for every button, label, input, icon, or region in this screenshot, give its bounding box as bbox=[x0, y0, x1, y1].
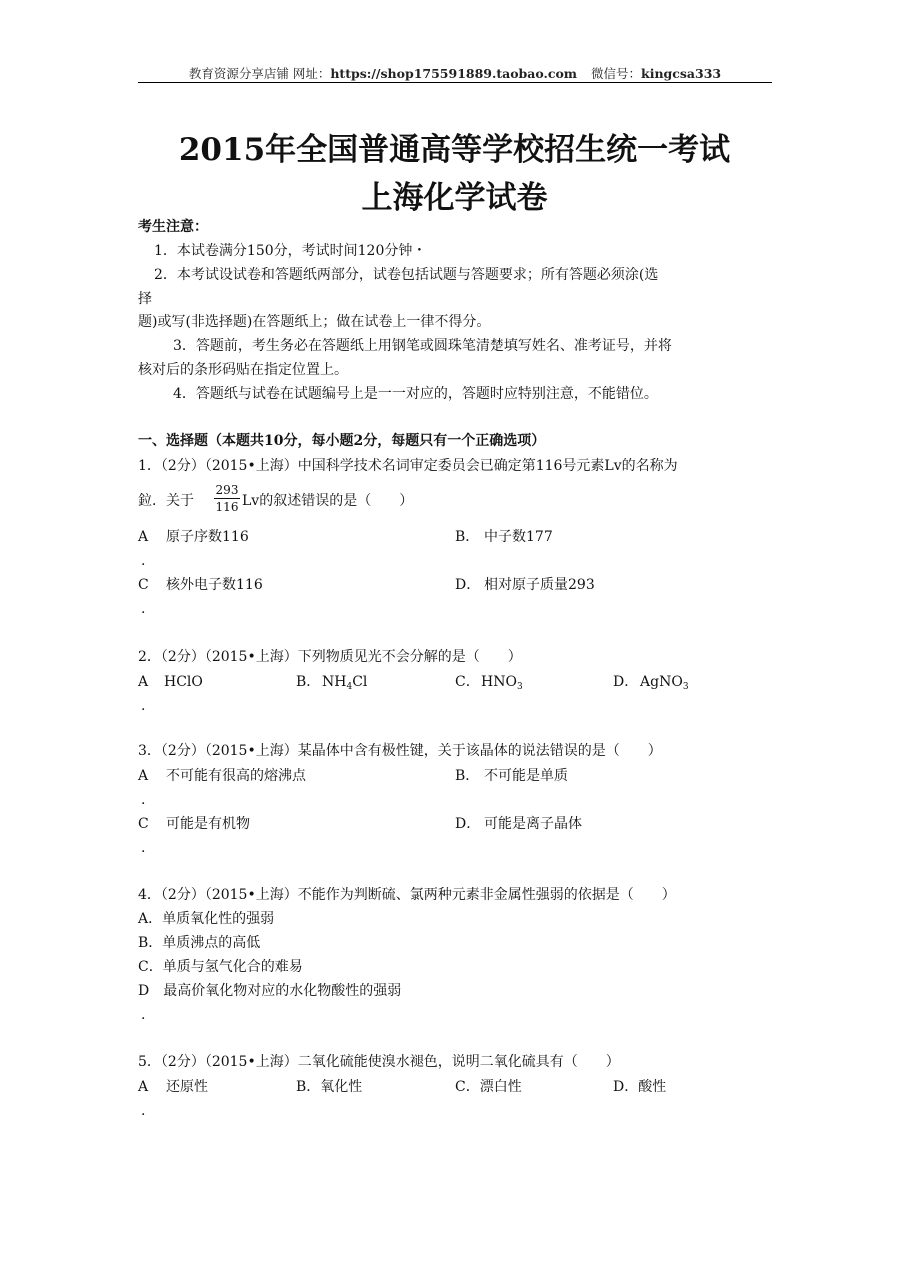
q2-option-c bbox=[481, 673, 523, 691]
q5-option-d: D．酸性 bbox=[613, 1079, 667, 1095]
q3-dot-2: . bbox=[141, 840, 146, 856]
q2-option-c-main: HNO bbox=[481, 674, 517, 690]
q3-option-d-label: D． bbox=[455, 816, 481, 832]
q3-option-b-label: B． bbox=[455, 768, 480, 784]
q1-stem-line-2b: Lv的叙述错误的是（ ） bbox=[242, 493, 414, 509]
q3-dot-1: . bbox=[141, 792, 146, 808]
q2-option-b-sub: 4 bbox=[346, 682, 353, 692]
q2-option-d-sub: 3 bbox=[682, 682, 689, 692]
header-shop: 教育资源分享店铺 网址： bbox=[188, 66, 331, 81]
q1-fraction-line bbox=[214, 498, 240, 499]
q5-dot: . bbox=[141, 1103, 146, 1119]
q1-option-b: 中子数177 bbox=[484, 529, 553, 545]
q2-option-a-label: A bbox=[138, 674, 149, 690]
header-wechat-id: kingcsa333 bbox=[641, 66, 722, 81]
q2-option-b-label: B． bbox=[296, 674, 321, 690]
q4-dot: . bbox=[141, 1007, 146, 1023]
q2-option-d bbox=[640, 673, 689, 691]
q3-option-c: 可能是有机物 bbox=[166, 816, 250, 832]
notice-item-4: 4．答题纸与试卷在试题编号上是一一对应的，答题时应特别注意，不能错位。 bbox=[173, 386, 658, 402]
section-heading: 一、选择题（本题共10分，每小题2分，每题只有一个正确选项） bbox=[138, 433, 546, 449]
notice-item-1: 1．本试卷满分150分，考试时间120分钟・ bbox=[154, 243, 427, 259]
q3-option-d: 可能是离子晶体 bbox=[484, 816, 582, 832]
q1-mass-number: 293 bbox=[215, 483, 239, 497]
q3-option-c-label: C bbox=[138, 816, 149, 832]
q2-stem: 2．（2分）（2015•上海）下列物质见光不会分解的是（ ） bbox=[138, 649, 522, 665]
q4-option-b: B．单质沸点的高低 bbox=[138, 935, 261, 951]
q5-stem: 5．（2分）（2015•上海）二氧化硫能使溴水褪色，说明二氧化硫具有（ ） bbox=[138, 1054, 620, 1070]
q3-stem: 3．（2分）（2015•上海）某晶体中含有极性键，关于该晶体的说法错误的是（ ） bbox=[138, 743, 662, 759]
q1-option-d-label: D． bbox=[455, 577, 481, 593]
q2-option-c-sub: 3 bbox=[516, 682, 523, 692]
q1-option-c-label: C bbox=[138, 577, 149, 593]
q1-option-d: 相对原子质量293 bbox=[484, 577, 595, 593]
q4-option-a: A．单质氧化性的强弱 bbox=[138, 911, 275, 927]
q1-dot-2: . bbox=[141, 601, 146, 617]
q3-option-b: 不可能是单质 bbox=[484, 768, 568, 784]
q1-option-c: 核外电子数116 bbox=[166, 577, 263, 593]
q2-option-b bbox=[322, 673, 367, 691]
q1-option-a: 原子序数116 bbox=[166, 529, 249, 545]
notice-heading: 考生注意： bbox=[138, 219, 208, 235]
q3-option-a: 不可能有很高的熔沸点 bbox=[166, 768, 306, 784]
header-url[interactable]: https://shop175591889.taobao.com bbox=[330, 66, 578, 81]
header-divider bbox=[138, 82, 772, 83]
notice-item-2c: 题)或写(非选择题)在答题纸上；做在试卷上一律不得分。 bbox=[138, 314, 491, 330]
q5-option-a-label: A bbox=[138, 1079, 149, 1095]
q4-stem: 4．（2分）（2015•上海）不能作为判断硫、氯两种元素非金属性强弱的依据是（ ） bbox=[138, 887, 676, 903]
q5-option-c: C．漂白性 bbox=[455, 1079, 522, 1095]
q3-option-a-label: A bbox=[138, 768, 149, 784]
notice-item-3b: 核对后的条形码贴在指定位置上。 bbox=[138, 362, 348, 378]
header-wechat-label: 微信号： bbox=[591, 66, 642, 81]
title-line-1: 2015年全国普通高等学校招生统一考试 bbox=[178, 132, 731, 168]
notice-item-3a: 3．答题前，考生务必在答题纸上用钢笔或圆珠笔清楚填写姓名、准考证号，并将 bbox=[173, 338, 672, 354]
q2-dot: . bbox=[141, 698, 146, 714]
q1-atomic-number: 116 bbox=[215, 500, 239, 514]
q4-option-c: C．单质与氢气化合的难易 bbox=[138, 959, 303, 975]
notice-item-2b: 择 bbox=[138, 291, 152, 307]
q1-stem-line-1: 1．（2分）（2015•上海）中国科学技术名词审定委员会已确定第116号元素Lv的名称为 bbox=[138, 458, 678, 474]
q4-option-d: D 最高价氧化物对应的水化物酸性的强弱 bbox=[138, 983, 402, 999]
page-header bbox=[138, 64, 772, 82]
q2-option-b-main: NH bbox=[322, 674, 347, 690]
notice-item-2a: 2．本考试设试卷和答题纸两部分，试卷包括试题与答题要求；所有答题必须涂(选 bbox=[154, 267, 659, 283]
q2-option-b-tail: Cl bbox=[352, 674, 368, 690]
q1-dot-1: . bbox=[141, 553, 146, 569]
title-line-2: 上海化学试卷 bbox=[361, 180, 548, 216]
q5-option-b: B．氧化性 bbox=[296, 1079, 363, 1095]
q5-option-a: 还原性 bbox=[166, 1079, 208, 1095]
q1-option-b-label: B． bbox=[455, 529, 480, 545]
q2-option-a: HClO bbox=[164, 674, 203, 690]
q1-option-a-label: A bbox=[138, 529, 149, 545]
q2-option-d-label: D． bbox=[613, 674, 639, 690]
q2-option-c-label: C． bbox=[455, 674, 480, 690]
q2-option-d-main: AgNO bbox=[640, 674, 683, 690]
q1-stem-line-2a: 鉝．关于 bbox=[138, 493, 194, 509]
